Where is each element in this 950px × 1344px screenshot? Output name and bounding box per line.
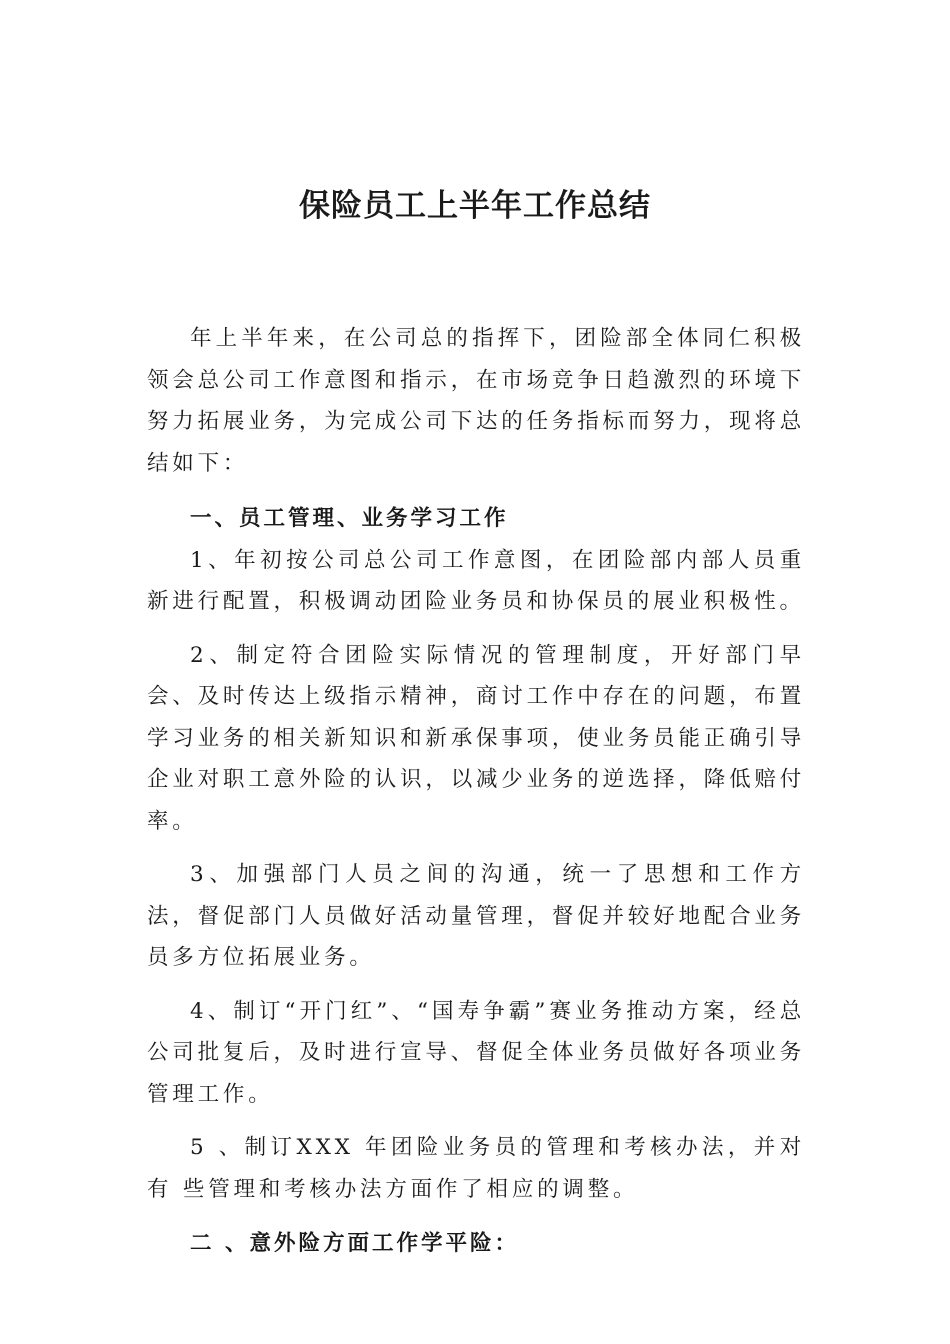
list-item-3: 3、加强部门人员之间的沟通，统一了思想和工作方法，督促部门人员做好活动量管理，督促并较好地配合业务员多方位拓展业务。 — [147, 862, 805, 970]
section-heading-2: 二 、意外险方面工作学平险： — [190, 1231, 519, 1256]
list-item-1: 1、年初按公司总公司工作意图，在团险部内部人员重新进行配置，积极调动团险业务员和协保员的展业积极性。 — [147, 547, 805, 614]
list-item-4: 4、制订“开门红”、“国寿争霸”赛业务推动方案，经总公司批复后，及时进行宣导、督促全体业务员做好各项业务管理工作。 — [147, 998, 805, 1107]
document-title: 保险员工上半年工作总结 — [299, 188, 651, 224]
document-body — [147, 318, 805, 1265]
list-item-5: 5 、制订XXX 年团险业务员的管理和考核办法，并对有 些管理和考核办法方面作了相应的调整。 — [147, 1135, 805, 1202]
intro-paragraph: 年上半年来，在公司总的指挥下，团险部全体同仁积极领会总公司工作意图和指示，在市场竞争日趋激烈的环境下努力拓展业务，为完成公司下达的任务指标而努力，现将总结如下： — [147, 326, 805, 476]
section-heading-1: 一、员工管理、业务学习工作 — [190, 506, 509, 531]
list-item-2: 2、制定符合团险实际情况的管理制度，开好部门早会、及时传达上级指示精神，商讨工作中存在的问题，布置学习业务的相关新知识和新承保事项，使业务员能正确引导企业对职工意外险的认识，以减少业务的逆选择，降低赔付率。 — [147, 642, 805, 834]
